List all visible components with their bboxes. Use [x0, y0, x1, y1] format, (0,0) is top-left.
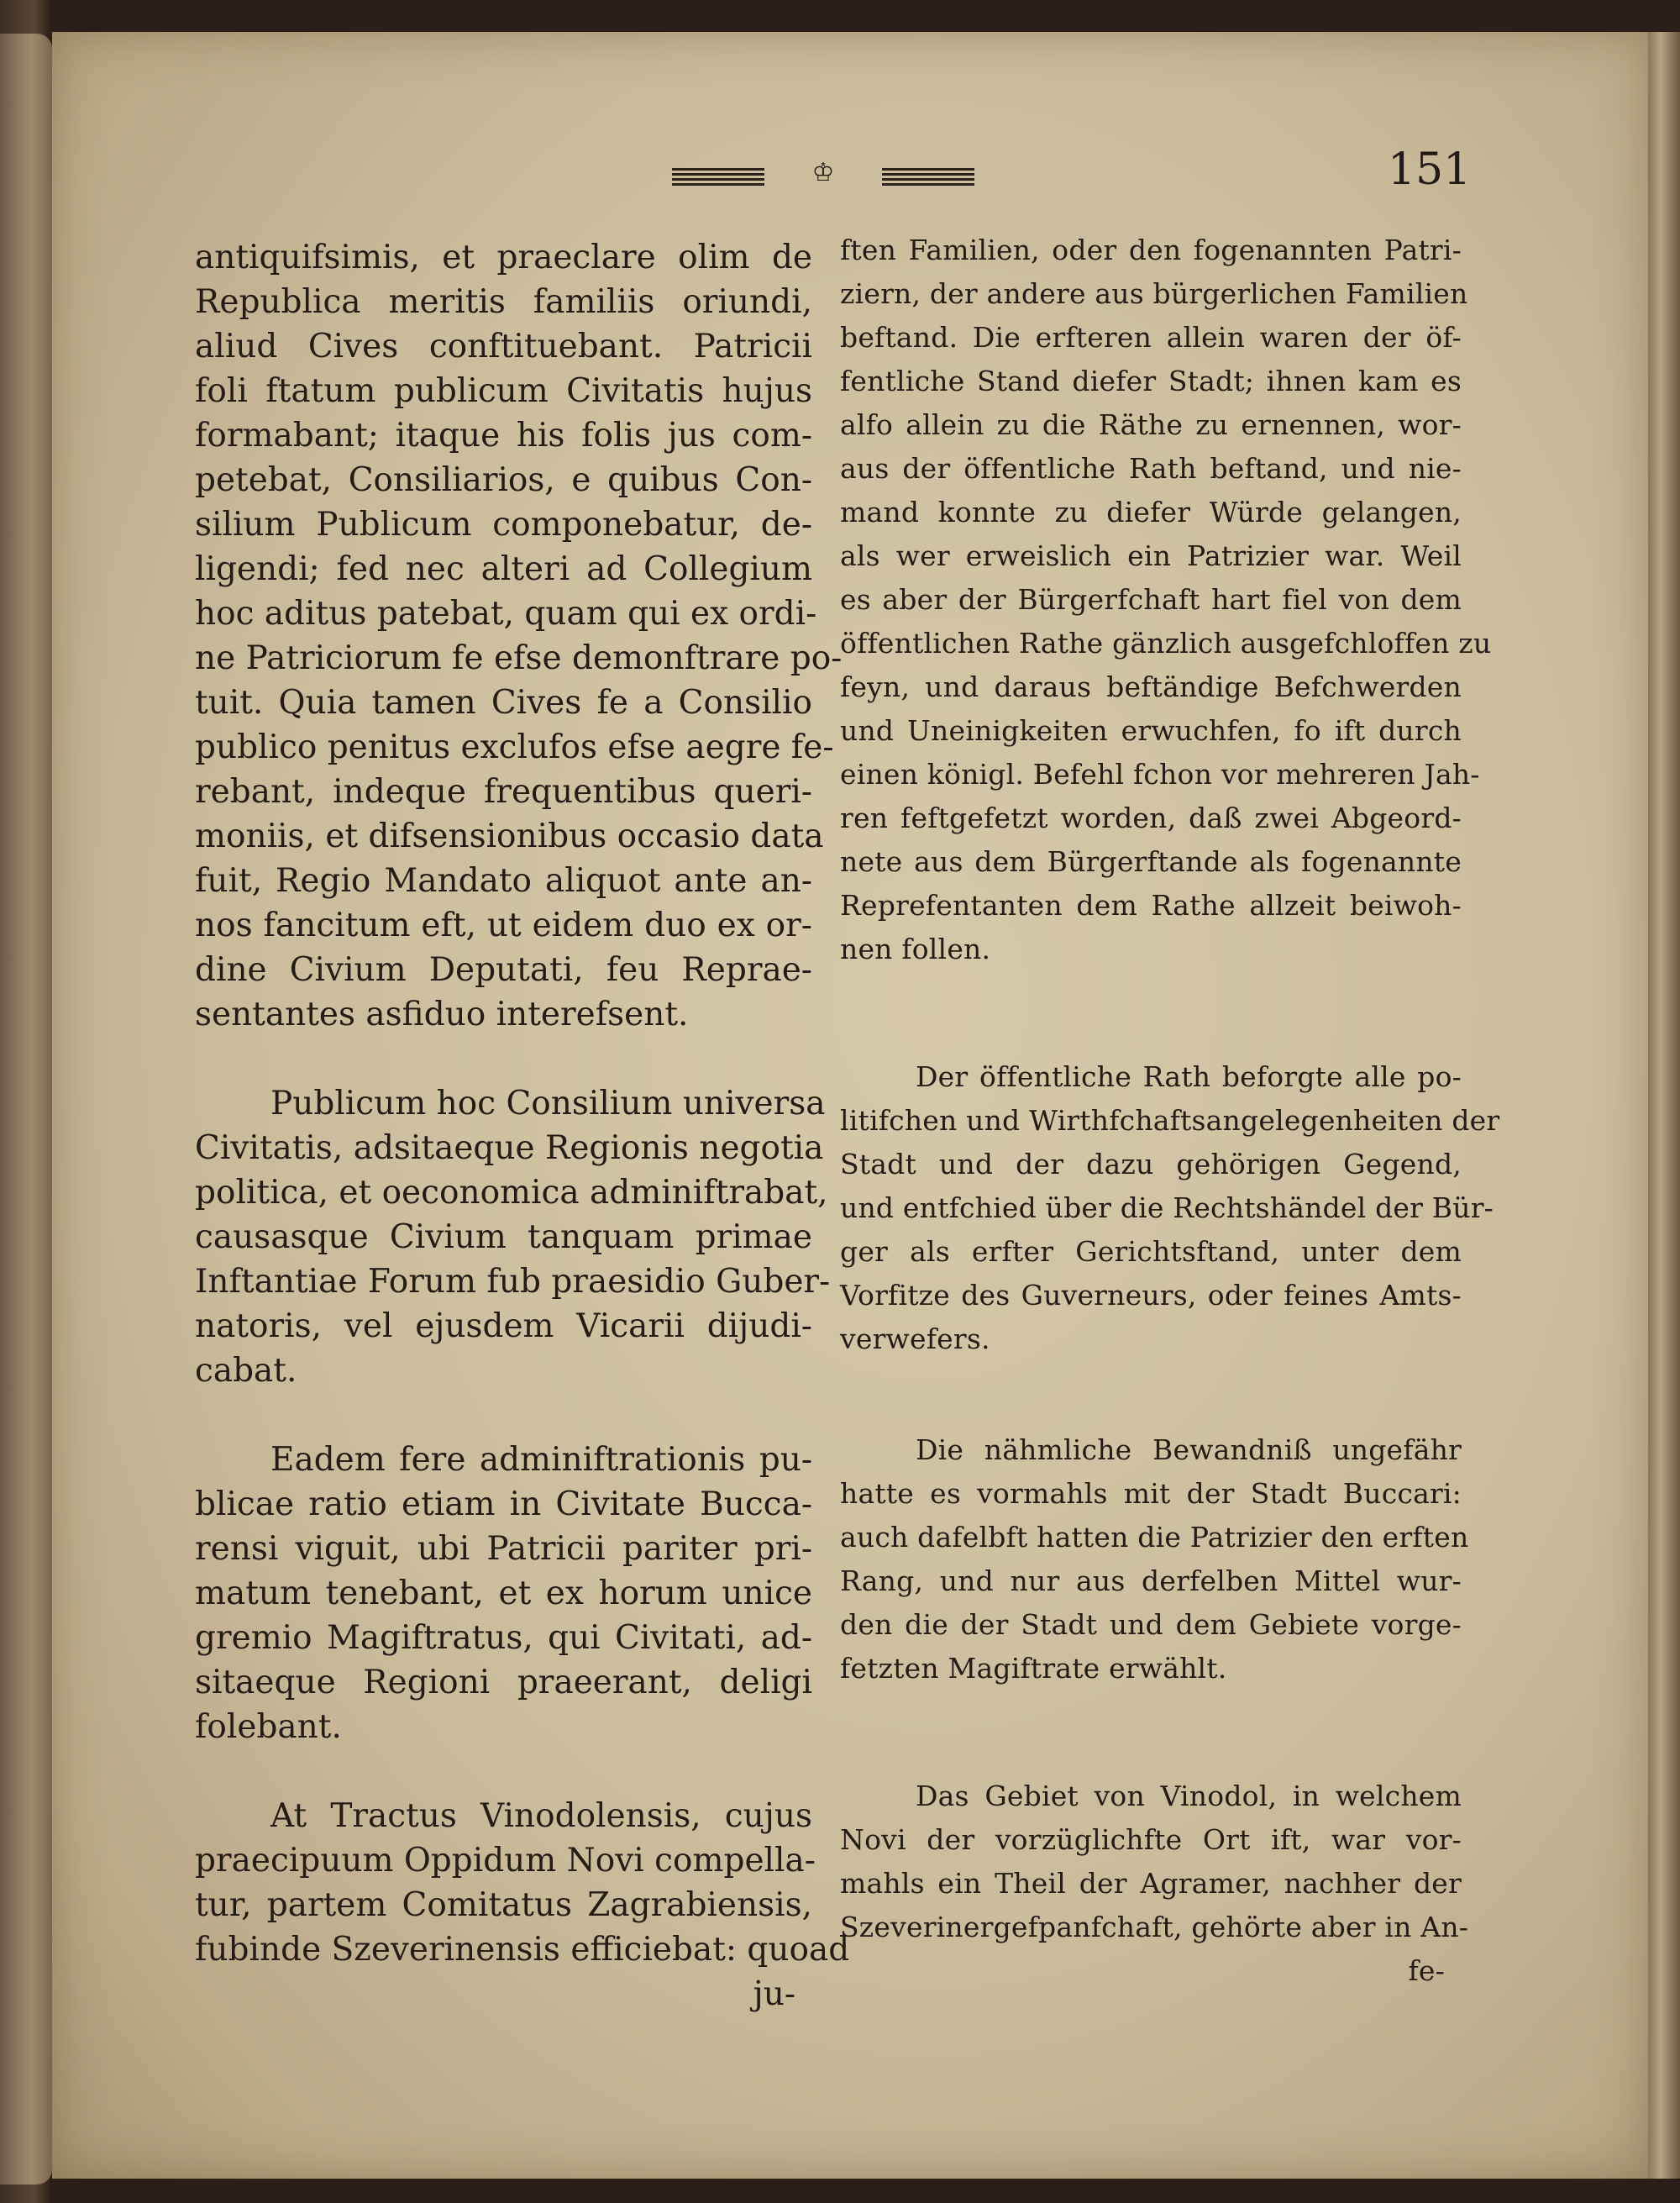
- text-line: fentliche Stand diefer Stadt; ihnen kam es: [840, 365, 1462, 397]
- text-line: foli ftatum publicum Civitatis hujus: [195, 372, 812, 410]
- text-line: moniis, et difsensionibus occasio data: [195, 818, 824, 855]
- text-line: und Uneinigkeiten erwuchfen, fo ift durch: [840, 714, 1462, 747]
- text-line: antiquifsimis, et praeclare olim de: [195, 239, 812, 276]
- ornament-crown-icon: ♔: [811, 158, 835, 187]
- text-line: blicae ratio etiam in Civitate Bucca-: [195, 1485, 812, 1523]
- latin-paragraph-2: [195, 1081, 831, 1393]
- text-line: ne Patriciorum fe efse demonftrare po-: [195, 639, 843, 677]
- text-line: praecipuum Oppidum Novi compella-: [195, 1842, 816, 1880]
- text-line: gremio Magiftratus, qui Civitati, ad-: [195, 1619, 812, 1657]
- text-line: fuit, Regio Mandato aliquot ante an-: [195, 862, 812, 900]
- text-line: den die der Stadt und dem Gebiete vorge-: [840, 1608, 1462, 1641]
- right-page-edge: [1648, 32, 1680, 2179]
- text-line: folebant.: [195, 1708, 342, 1746]
- text-line: ligendi; fed nec alteri ad Collegium: [195, 550, 812, 588]
- text-line: Republica meritis familiis oriundi,: [195, 283, 812, 321]
- text-line: Das Gebiet von Vinodol, in welchem: [916, 1780, 1462, 1812]
- latin-paragraph-1: [195, 235, 843, 1037]
- text-line: ren feftgefetzt worden, daß zwei Abgeord-: [840, 802, 1462, 834]
- text-line: Novi der vorzüglichfte Ort ift, war vor-: [840, 1823, 1462, 1856]
- text-line: alfo allein zu die Räthe zu ernennen, wor-: [840, 408, 1462, 441]
- text-line: fetzten Magiftrate erwählt.: [840, 1652, 1227, 1685]
- text-line: auch dafelbft hatten die Patrizier den erften: [840, 1521, 1469, 1554]
- latin-paragraph-3: [195, 1438, 812, 1749]
- text-line: Die nähmliche Bewandniß ungefähr: [916, 1433, 1462, 1466]
- text-line: Der öffentliche Rath beforgte alle po-: [916, 1060, 1462, 1093]
- text-line: Vorfitze des Guverneurs, oder feines Amts-: [840, 1279, 1462, 1312]
- german-column: [840, 229, 1500, 1993]
- text-line: ger als erfter Gerichtsftand, unter dem: [840, 1235, 1462, 1268]
- text-line: Szeverinergefpanfchaft, gehörte aber in An-: [840, 1911, 1469, 1943]
- text-line: sentantes asfiduo interefsent.: [195, 996, 689, 1033]
- latin-paragraph-4: [195, 1794, 850, 1972]
- text-line: publico penitus exclufos efse aegre fe-: [195, 728, 834, 766]
- text-line: silium Publicum componebatur, de-: [195, 506, 812, 544]
- text-line: als wer erweislich ein Patrizier war. Weil: [840, 539, 1462, 572]
- page-number: 151: [1388, 145, 1472, 195]
- text-line: dine Civium Deputati, feu Reprae-: [195, 951, 812, 989]
- text-line: cabat.: [195, 1352, 297, 1390]
- text-line: Inftantiae Forum fub praesidio Guber-: [195, 1263, 831, 1301]
- text-line: tuit. Quia tamen Cives fe a Consilio: [195, 684, 812, 722]
- text-line: natoris, vel ejusdem Vicarii dijudi-: [195, 1307, 812, 1345]
- german-paragraph-1: [840, 229, 1492, 971]
- text-line: causasque Civium tanquam primae: [195, 1218, 812, 1256]
- text-line: feyn, und daraus beftändige Befchwerden: [840, 670, 1462, 703]
- text-line: Eadem fere adminiftrationis pu-: [270, 1441, 812, 1479]
- text-line: Civitatis, adsitaeque Regionis negotia: [195, 1129, 824, 1167]
- text-line: einen königl. Befehl fchon vor mehreren Jah-: [840, 758, 1480, 791]
- german-paragraph-3: [840, 1428, 1469, 1690]
- text-line: Publicum hoc Consilium universa: [270, 1085, 826, 1123]
- text-line: Reprefentanten dem Rathe allzeit beiwoh-: [840, 889, 1462, 922]
- german-paragraph-2: [840, 1055, 1500, 1361]
- text-line: es aber der Bürgerfchaft hart fiel von dem: [840, 583, 1462, 616]
- text-line: At Tractus Vinodolensis, cujus: [270, 1797, 812, 1835]
- text-line: ziern, der andere aus bürgerlichen Familien: [840, 277, 1468, 310]
- german-paragraph-4: [840, 1774, 1469, 1949]
- text-line: hatte es vormahls mit der Stadt Buccari:: [840, 1477, 1462, 1510]
- ornament-rule-right: [882, 168, 974, 187]
- header-ornament: [672, 160, 974, 193]
- text-line: politica, et oeconomica adminiftrabat,: [195, 1174, 828, 1212]
- text-line: litifchen und Wirthfchaftsangelegenheiten der: [840, 1104, 1500, 1137]
- text-line: Rang, und nur aus derfelben Mittel wur-: [840, 1564, 1462, 1597]
- text-line: mahls ein Theil der Agramer, nachher der: [840, 1867, 1462, 1900]
- text-line: matum tenebant, et ex horum unice: [195, 1575, 812, 1612]
- text-line: mand konnte zu diefer Würde gelangen,: [840, 496, 1462, 528]
- text-line: formabant; itaque his folis jus com-: [195, 417, 812, 455]
- text-line: und entfchied über die Rechtshändel der Bür-: [840, 1191, 1494, 1224]
- text-line: tur, partem Comitatus Zagrabiensis,: [195, 1886, 812, 1924]
- text-line: Stadt und der dazu gehörigen Gegend,: [840, 1148, 1462, 1180]
- text-line: rensi viguit, ubi Patricii pariter pri-: [195, 1530, 812, 1568]
- text-line: aus der öffentliche Rath beftand, und nie-: [840, 452, 1462, 485]
- text-line: nen follen.: [840, 933, 991, 965]
- left-page-edge: [0, 34, 52, 2185]
- text-line: fubinde Szeverinensis efficiebat: quoad: [195, 1931, 850, 1969]
- text-line: verwefers.: [840, 1322, 990, 1355]
- text-line: aliud Cives conftituebant. Patricii: [195, 328, 812, 365]
- latin-catchword: ju-: [753, 1975, 795, 2013]
- latin-column: [195, 235, 850, 2016]
- text-line: nete aus dem Bürgerftande als fogenannte: [840, 845, 1462, 878]
- text-line: petebat, Consiliarios, e quibus Con-: [195, 461, 812, 499]
- text-line: ften Familien, oder den fogenannten Patri-: [840, 234, 1462, 266]
- text-line: sitaeque Regioni praeerant, deligi: [195, 1664, 812, 1701]
- german-catchword: fe-: [1408, 1954, 1445, 1987]
- text-line: beftand. Die erfteren allein waren der öf-: [840, 321, 1462, 354]
- text-line: rebant, indeque frequentibus queri-: [195, 773, 812, 811]
- text-line: nos fancitum eft, ut eidem duo ex or-: [195, 907, 812, 944]
- text-line: öffentlichen Rathe gänzlich ausgefchloffen zu: [840, 627, 1492, 660]
- text-line: hoc aditus patebat, quam qui ex ordi-: [195, 595, 817, 633]
- ornament-rule-left: [672, 168, 764, 187]
